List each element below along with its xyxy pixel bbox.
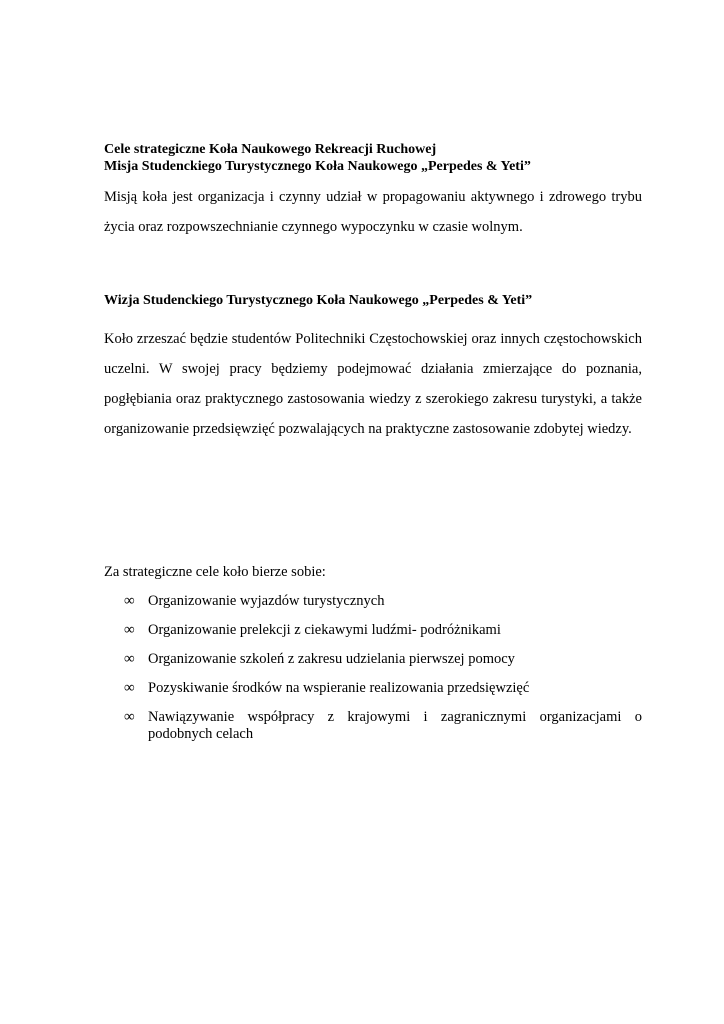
list-item bbox=[124, 651, 642, 668]
goal-text: Pozyskiwanie środków na wspieranie realizowania przedsięwzięć bbox=[148, 680, 530, 696]
mission-section bbox=[104, 182, 642, 242]
goal-text: Organizowanie prelekcji z ciekawymi ludźmi- podróżnikami bbox=[148, 622, 501, 638]
infinity-bullet-icon: ∞ bbox=[124, 651, 135, 667]
vision-section bbox=[104, 324, 642, 444]
list-item bbox=[124, 709, 642, 743]
title-block bbox=[104, 141, 642, 175]
infinity-bullet-icon: ∞ bbox=[124, 622, 135, 638]
goals-intro-block bbox=[104, 564, 642, 581]
goals-list bbox=[124, 593, 642, 755]
mission-heading: Misja Studenckiego Turystycznego Koła Naukowego „Perpedes & Yeti” bbox=[104, 159, 531, 174]
vision-paragraph: Koło zrzeszać będzie studentów Politechniki Częstochowskiej oraz innych częstochowskich uczelni. W swojej pracy będziemy podejmować działania zmierzające do poznania, pogłębiania oraz praktycznego zastosowania wiedzy z szerokiego zakresu turystyki, a także organizowanie przedsięwzięć pozwalających na praktyczne zastosowanie zdobytej wiedzy. bbox=[104, 331, 642, 437]
infinity-bullet-icon: ∞ bbox=[124, 709, 135, 725]
infinity-bullet-icon: ∞ bbox=[124, 680, 135, 696]
infinity-bullet-icon: ∞ bbox=[124, 593, 135, 609]
list-item bbox=[124, 593, 642, 610]
goal-text: Organizowanie wyjazdów turystycznych bbox=[148, 593, 385, 609]
goal-text: Organizowanie szkoleń z zakresu udzielania pierwszej pomocy bbox=[148, 651, 515, 667]
goals-intro: Za strategiczne cele koło bierze sobie: bbox=[104, 564, 326, 580]
mission-paragraph: Misją koła jest organizacja i czynny udział w propagowaniu aktywnego i zdrowego trybu życia oraz rozpowszechnianie czynnego wypoczynku w czasie wolnym. bbox=[104, 189, 642, 235]
document-title: Cele strategiczne Koła Naukowego Rekreacji Ruchowej bbox=[104, 142, 437, 157]
list-item bbox=[124, 622, 642, 639]
list-item bbox=[124, 680, 642, 697]
vision-heading-block bbox=[104, 292, 642, 309]
vision-heading: Wizja Studenckiego Turystycznego Koła Naukowego „Perpedes & Yeti” bbox=[104, 293, 533, 308]
goal-text: Nawiązywanie współpracy z krajowymi i zagranicznymi organizacjami o podobnych celach bbox=[148, 709, 642, 742]
